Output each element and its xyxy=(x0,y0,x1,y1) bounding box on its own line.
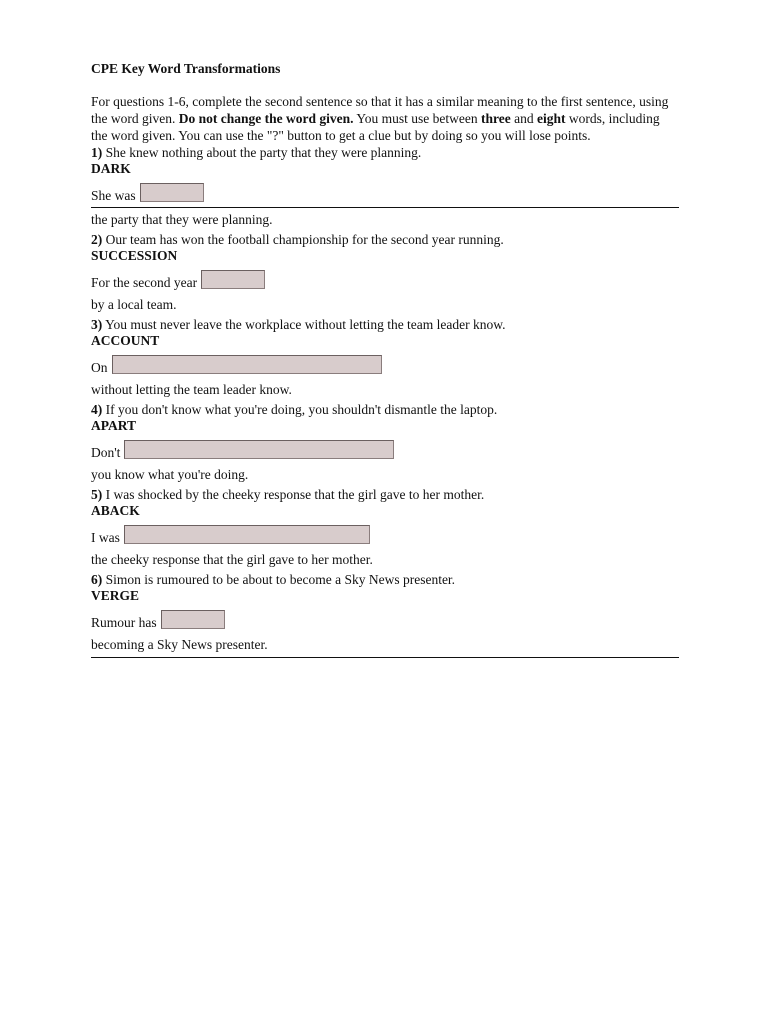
keyword: ABACK xyxy=(91,503,140,518)
instructions-text-2: You must use between xyxy=(353,111,481,126)
instructions-bold-1: Do not change the word given. xyxy=(178,111,354,126)
answer-prefix: Don't xyxy=(91,445,121,460)
keyword: ACCOUNT xyxy=(91,333,160,348)
answer-input[interactable] xyxy=(201,270,265,289)
answer-suffix: the cheeky response that the girl gave to her mother. xyxy=(91,552,373,567)
answer-input[interactable] xyxy=(161,610,225,629)
instructions-bold-2: three xyxy=(480,111,511,126)
answer-suffix: by a local team. xyxy=(91,297,177,312)
question-number: 5) xyxy=(91,487,103,502)
keyword: APART xyxy=(91,418,137,433)
question-4 xyxy=(91,401,679,483)
answer-prefix: I was xyxy=(91,530,120,545)
divider xyxy=(91,657,679,658)
question-3 xyxy=(91,316,679,398)
keyword: VERGE xyxy=(91,588,140,603)
instructions-text-1: For questions 1-6, complete the second sentence so that it has a similar meaning to the first sentence, using the word given. xyxy=(91,94,669,126)
answer-prefix: On xyxy=(91,360,108,375)
answer-line xyxy=(91,272,679,291)
answer-input[interactable] xyxy=(124,525,370,544)
question-number: 4) xyxy=(91,402,103,417)
question-2 xyxy=(91,231,679,313)
answer-prefix: Rumour has xyxy=(91,615,157,630)
question-number: 3) xyxy=(91,317,103,332)
question-1 xyxy=(91,144,679,228)
worksheet xyxy=(91,60,679,658)
answer-suffix: becoming a Sky News presenter. xyxy=(91,637,268,652)
page-title: CPE Key Word Transformations xyxy=(91,61,281,76)
instructions xyxy=(91,93,679,144)
question-sentence xyxy=(91,144,679,161)
instructions-bold-3: eight xyxy=(536,111,566,126)
instructions-text-3: and xyxy=(510,111,537,126)
question-text: I was shocked by the cheeky response that the girl gave to her mother. xyxy=(102,487,485,502)
question-sentence xyxy=(91,316,679,333)
question-6 xyxy=(91,571,679,658)
answer-suffix: you know what you're doing. xyxy=(91,467,249,482)
instructions-text-4: words, including the word given. You can use the "?" button to get a clue but by doing so you will lose points. xyxy=(91,111,660,143)
question-text: If you don't know what you're doing, you shouldn't dismantle the laptop. xyxy=(102,402,498,417)
question-text: Our team has won the football championship for the second year running. xyxy=(102,232,504,247)
answer-prefix: For the second year xyxy=(91,275,198,290)
question-5 xyxy=(91,486,679,568)
keyword: DARK xyxy=(91,161,131,176)
question-number: 2) xyxy=(91,232,103,247)
answer-suffix: without letting the team leader know. xyxy=(91,382,292,397)
answer-line xyxy=(91,185,679,204)
answer-suffix: the party that they were planning. xyxy=(91,212,273,227)
answer-input[interactable] xyxy=(112,355,382,374)
answer-line xyxy=(91,442,679,461)
question-sentence xyxy=(91,571,679,588)
question-text: You must never leave the workplace without letting the team leader know. xyxy=(102,317,506,332)
keyword: SUCCESSION xyxy=(91,248,178,263)
answer-prefix: She was xyxy=(91,188,136,203)
answer-line xyxy=(91,612,679,631)
answer-line xyxy=(91,527,679,546)
question-number: 6) xyxy=(91,572,103,587)
question-sentence xyxy=(91,401,679,418)
answer-line xyxy=(91,357,679,376)
question-sentence xyxy=(91,231,679,248)
question-text: Simon is rumoured to be about to become a Sky News presenter. xyxy=(102,572,456,587)
question-number: 1) xyxy=(91,145,103,160)
question-text: She knew nothing about the party that they were planning. xyxy=(102,145,422,160)
divider xyxy=(91,207,679,208)
answer-input[interactable] xyxy=(140,183,204,202)
question-sentence xyxy=(91,486,679,503)
answer-input[interactable] xyxy=(124,440,394,459)
